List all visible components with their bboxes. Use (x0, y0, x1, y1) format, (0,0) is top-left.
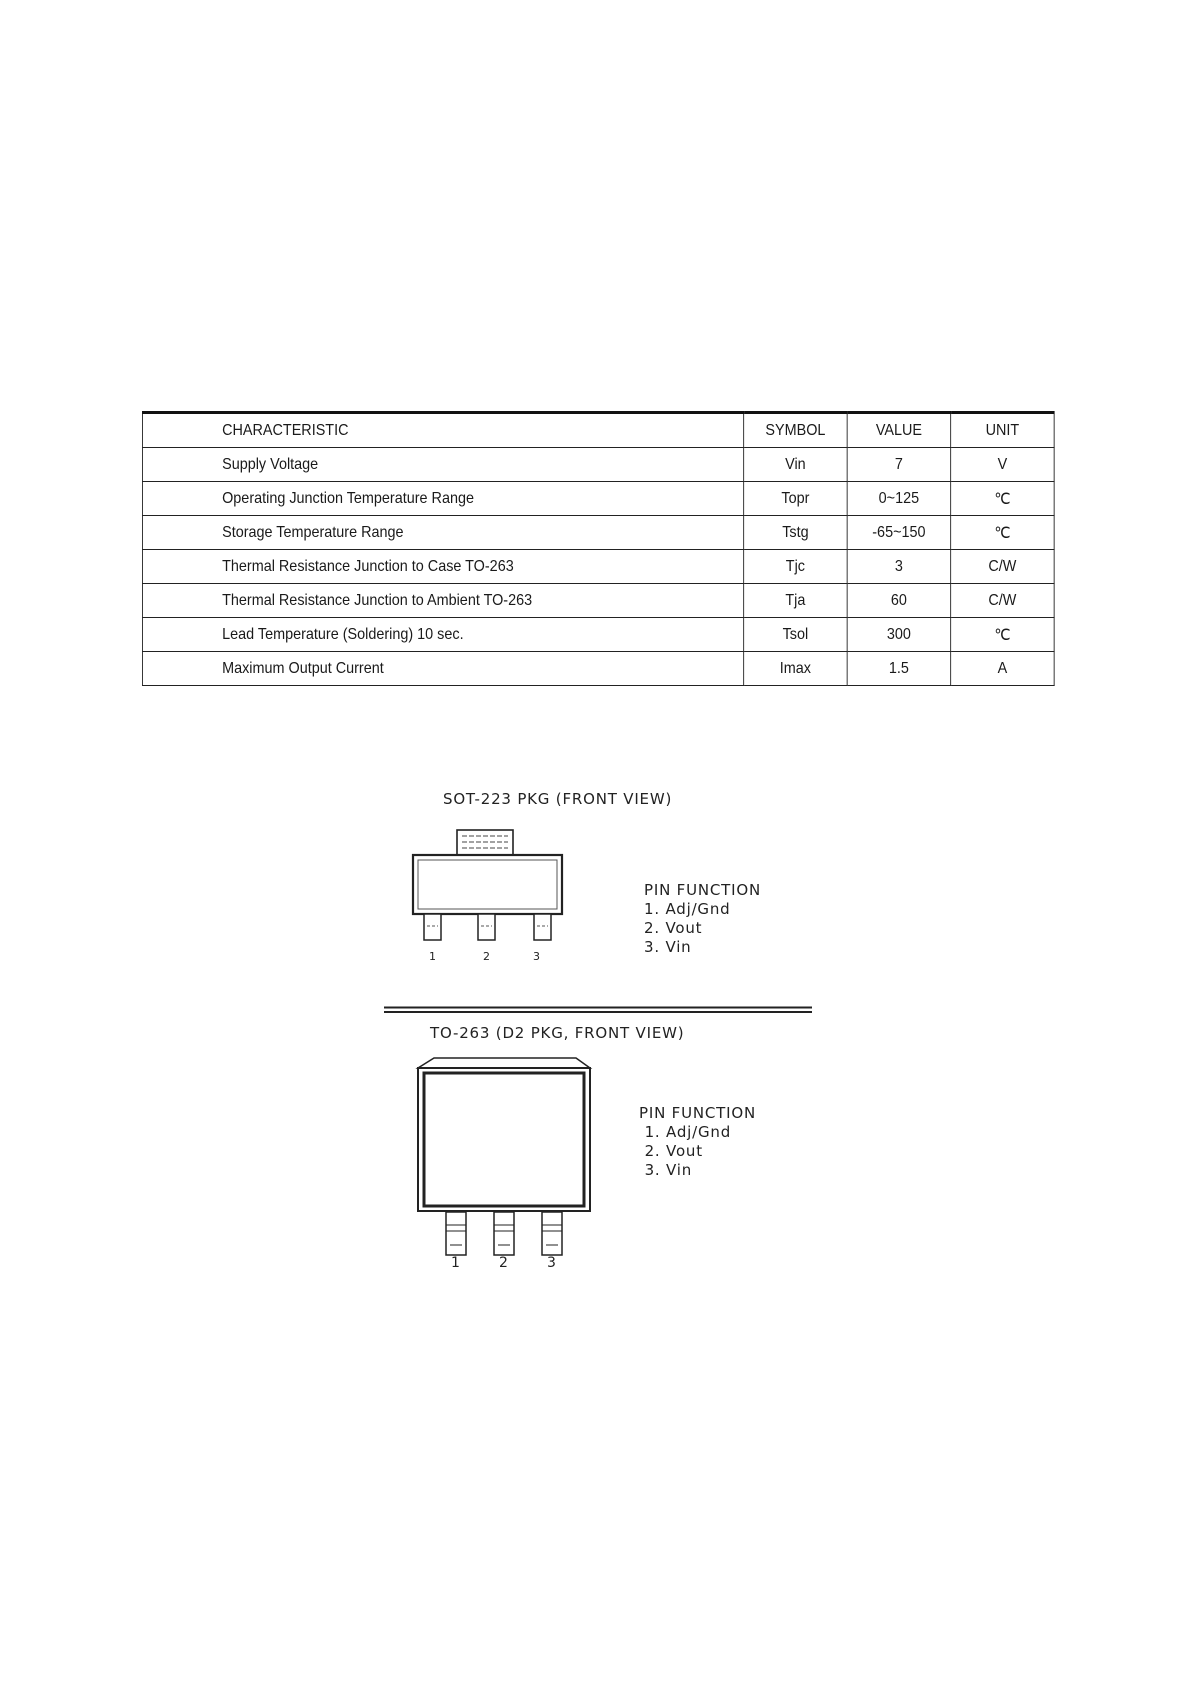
header-unit: UNIT (951, 413, 1054, 448)
sot223-lead (534, 914, 551, 940)
to263-body (418, 1068, 590, 1211)
cell-value: 1.5 (847, 652, 951, 686)
cell-unit: C/W (951, 550, 1054, 584)
section-divider (384, 1006, 812, 1014)
cell-unit: ℃ (951, 618, 1054, 652)
pin-function-item: 3. Vin (639, 1161, 693, 1179)
cell-characteristic: Thermal Resistance Junction to Case TO-263 (142, 550, 743, 584)
cell-symbol: Tsol (744, 618, 848, 652)
table-row (142, 550, 1054, 584)
to263-pin-function (639, 1104, 756, 1180)
cell-characteristic: Maximum Output Current (142, 652, 743, 686)
ratings-table (142, 411, 1055, 686)
cell-value: 300 (847, 618, 951, 652)
to263-lead (494, 1212, 514, 1255)
cell-characteristic: Lead Temperature (Soldering) 10 sec. (142, 618, 743, 652)
cell-value: 3 (847, 550, 951, 584)
cell-symbol: Tja (744, 584, 848, 618)
cell-unit: V (951, 448, 1054, 482)
table-row (142, 652, 1054, 686)
sot223-lead (478, 914, 495, 940)
header-characteristic: CHARACTERISTIC (142, 413, 743, 448)
table-row (142, 618, 1054, 652)
pin-function-item: 1. Adj/Gnd (644, 900, 731, 918)
header-symbol: SYMBOL (744, 413, 848, 448)
cell-symbol: Imax (744, 652, 848, 686)
cell-unit: ℃ (951, 516, 1054, 550)
pin-function-item: 1. Adj/Gnd (639, 1123, 732, 1141)
pin-function-item: 3. Vin (644, 938, 692, 956)
to263-pin-number: 2 (499, 1255, 508, 1271)
pin-function-item: 2. Vout (639, 1142, 703, 1160)
sot223-caption: SOT-223 PKG (FRONT VIEW) (443, 790, 673, 808)
header-value: VALUE (847, 413, 951, 448)
to263-tab-bevel (418, 1058, 590, 1068)
table-row (142, 448, 1054, 482)
cell-unit: C/W (951, 584, 1054, 618)
cell-unit: ℃ (951, 482, 1054, 516)
table-row (142, 516, 1054, 550)
cell-symbol: Vin (744, 448, 848, 482)
sot223-pin-function (644, 881, 761, 957)
pin-function-item: 2. Vout (644, 919, 703, 937)
cell-characteristic: Supply Voltage (142, 448, 743, 482)
cell-symbol: Topr (744, 482, 848, 516)
table-header-row (142, 413, 1054, 448)
cell-value: 7 (847, 448, 951, 482)
to263-lead (446, 1212, 466, 1255)
cell-symbol: Tjc (744, 550, 848, 584)
cell-value: 60 (847, 584, 951, 618)
sot223-pin-number: 3 (533, 950, 540, 963)
sot223-pin-number: 2 (483, 950, 490, 963)
cell-characteristic: Operating Junction Temperature Range (142, 482, 743, 516)
cell-unit: A (951, 652, 1054, 686)
pin-function-title: PIN FUNCTION (639, 1104, 756, 1122)
to263-pin-number: 1 (451, 1255, 460, 1271)
sot223-lead (424, 914, 441, 940)
cell-value: -65~150 (847, 516, 951, 550)
cell-value: 0~125 (847, 482, 951, 516)
to263-lead (542, 1212, 562, 1255)
to263-caption: TO-263 (D2 PKG, FRONT VIEW) (430, 1024, 685, 1042)
table-row (142, 482, 1054, 516)
to263-package-drawing (412, 1055, 602, 1271)
sot223-body (413, 855, 562, 914)
sot223-pin-number: 1 (429, 950, 436, 963)
cell-symbol: Tstg (744, 516, 848, 550)
table-row (142, 584, 1054, 618)
pin-function-title: PIN FUNCTION (644, 881, 761, 899)
to263-pin-number: 3 (547, 1255, 556, 1271)
cell-characteristic: Storage Temperature Range (142, 516, 743, 550)
sot223-package-drawing (410, 825, 570, 965)
cell-characteristic: Thermal Resistance Junction to Ambient TO-263 (142, 584, 743, 618)
